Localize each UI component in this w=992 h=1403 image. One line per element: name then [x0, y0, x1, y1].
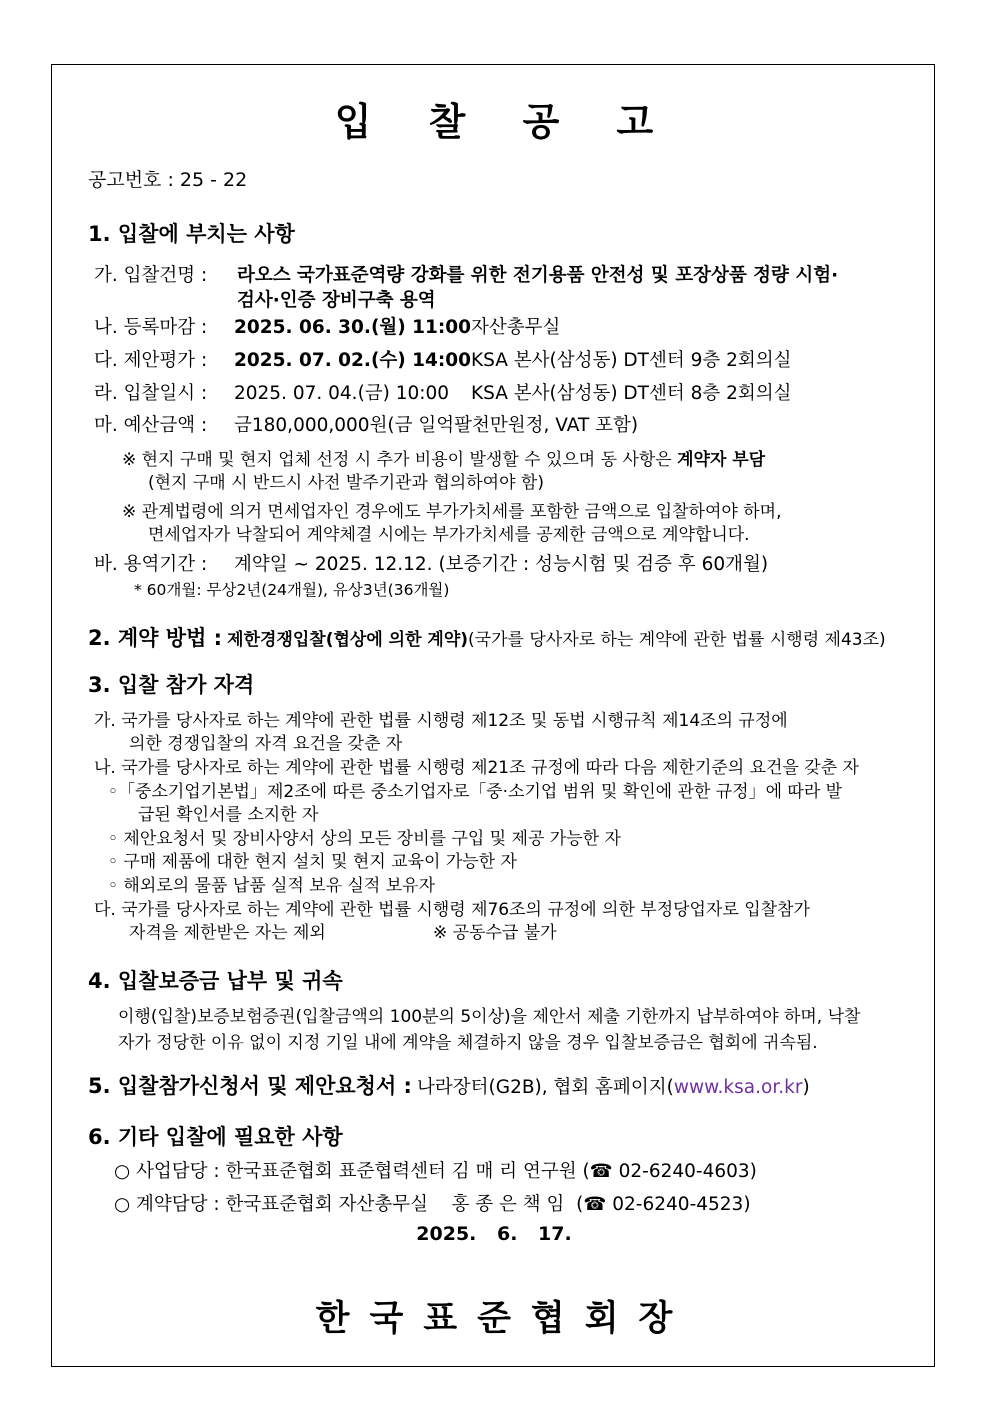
item-ra-date: 2025. 07. 04.(금) 10:00	[234, 383, 450, 404]
section5-value-suffix: )	[802, 1077, 810, 1098]
item-ma-value: 금180,000,000원(금 일억팔천만원정, VAT 포함)	[234, 415, 639, 436]
section6-heading: 6. 기타 입찰에 필요한 사항	[88, 1125, 343, 1149]
issuer-signature: 한국표준협회장	[315, 1299, 693, 1339]
ksa-website-link[interactable]: www.ksa.or.kr	[673, 1077, 803, 1098]
section2-method: 제한경쟁입찰(협상에 의한 계약)	[227, 630, 469, 650]
contact-business: ○ 사업담당 : 한국표준협회 표준협력센터 김 매 리 연구원 (☎ 02-6240-4603)	[114, 1161, 757, 1182]
section3-ga-line1: 가. 국가를 당사자로 하는 계약에 관한 법률 시행령 제12조 및 동법 시행규칙 제14조의 규정에	[94, 711, 788, 731]
section3-ga-line2: 의한 경쟁입찰의 자격 요건을 갖춘 자	[129, 734, 403, 754]
section1-heading: 1. 입찰에 부치는 사항	[88, 222, 295, 246]
notice-date: 2025. 6. 17.	[416, 1223, 572, 1245]
section3-bullet3: ◦ 구매 제품에 대한 현지 설치 및 현지 교육이 가능한 자	[108, 852, 517, 872]
item-ga-value-line2: 검사·인증 장비구축 용역	[237, 290, 436, 311]
section3-da-note: ※ 공동수급 불가	[433, 923, 557, 943]
item-da-date: 2025. 07. 02.(수) 14:00	[234, 350, 472, 371]
item-ba-note: * 60개월: 무상2년(24개월), 유상3년(36개월)	[134, 581, 450, 599]
section3-bullet1-line1: ◦「중소기업기본법」제2조에 따른 중소기업자로「중·소기업 범위 및 확인에 관한 규정」에 따라 발	[108, 782, 843, 802]
section5-line	[88, 1070, 810, 1100]
section3-da-line2: 자격을 제한받은 자는 제외	[129, 923, 326, 943]
item-ba-value: 계약일 ~ 2025. 12.12. (보증기간 : 성능시험 및 검증 후 60개월)	[234, 554, 769, 575]
section3-da-line1: 다. 국가를 당사자로 하는 계약에 관한 법률 시행령 제76조의 규정에 의한 부정당업자로 입찰참가	[94, 900, 810, 920]
note1-line2: (현지 구매 시 반드시 사전 발주기관과 협의하여야 함)	[148, 473, 544, 493]
section5-heading: 5. 입찰참가신청서 및 제안요청서 :	[88, 1074, 412, 1098]
section3-bullet1-line2: 급된 확인서를 소지한 자	[138, 805, 319, 825]
section4-line2: 자가 정당한 이유 없이 지정 기일 내에 계약을 체결하지 않을 경우 입찰보증금은 협회에 귀속됨.	[118, 1033, 818, 1053]
note1-contractor-burden: 계약자 부담	[677, 450, 766, 470]
item-ga-value-line1: 라오스 국가표준역량 강화를 위한 전기용품 안전성 및 포장상품 정량 시험·	[237, 265, 839, 286]
note2-line2: 면세업자가 낙찰되어 계약체결 시에는 부가가치세를 공제한 금액으로 계약합니다.	[148, 525, 750, 545]
contact-contract: ○ 계약담당 : 한국표준협회 자산총무실 홍 종 은 책 임 (☎ 02-6240-4523)	[114, 1194, 751, 1215]
section4-heading: 4. 입찰보증금 납부 및 귀속	[88, 969, 343, 993]
note1-line1	[122, 445, 765, 470]
section2-heading: 2. 계약 방법 :	[88, 626, 223, 650]
section3-bullet4: ◦ 해외로의 물품 납품 실적 보유 실적 보유자	[108, 876, 436, 896]
item-ma-label: 마. 예산금액 :	[94, 415, 208, 436]
item-na-label: 나. 등록마감 :	[94, 317, 208, 338]
document-title: 입 찰 공 고	[334, 100, 676, 144]
notice-number: 공고번호 : 25 - 22	[88, 169, 248, 191]
notice-frame	[51, 64, 935, 1367]
section3-heading: 3. 입찰 참가 자격	[88, 673, 255, 697]
item-da-place: KSA 본사(삼성동) DT센터 9층 2회의실	[471, 350, 792, 371]
section3-bullet2: ◦ 제안요청서 및 장비사양서 상의 모든 장비를 구입 및 제공 가능한 자	[108, 829, 621, 849]
section2-method-basis: (국가를 당사자로 하는 계약에 관한 법률 시행령 제43조)	[468, 630, 886, 650]
note2-line1: ※ 관계법령에 의거 면세업자인 경우에도 부가가치세를 포함한 금액으로 입찰하여야 하며,	[122, 502, 782, 522]
item-na-place: 자산총무실	[471, 317, 561, 338]
item-ba-label: 바. 용역기간 :	[94, 554, 208, 575]
section5-value-prefix: 나라장터(G2B), 협회 홈페이지(	[417, 1077, 674, 1098]
item-na-date: 2025. 06. 30.(월) 11:00	[234, 317, 472, 338]
item-ga-label: 가. 입찰건명 :	[94, 265, 208, 286]
item-ra-label: 라. 입찰일시 :	[94, 383, 208, 404]
section2-line	[88, 622, 886, 652]
section3-na-line: 나. 국가를 당사자로 하는 계약에 관한 법률 시행령 제21조 규정에 따라 다음 제한기준의 요건을 갖춘 자	[94, 758, 859, 778]
item-ra-place: KSA 본사(삼성동) DT센터 8층 2회의실	[471, 383, 792, 404]
note1-line1-text: ※ 현지 구매 및 현지 업체 선정 시 추가 비용이 발생할 수 있으며 동 사항은	[122, 450, 678, 470]
item-da-label: 다. 제안평가 :	[94, 350, 208, 371]
section4-line1: 이행(입찰)보증보험증권(입찰금액의 100분의 5이상)을 제안서 제출 기한까지 납부하여야 하며, 낙찰	[118, 1007, 861, 1027]
